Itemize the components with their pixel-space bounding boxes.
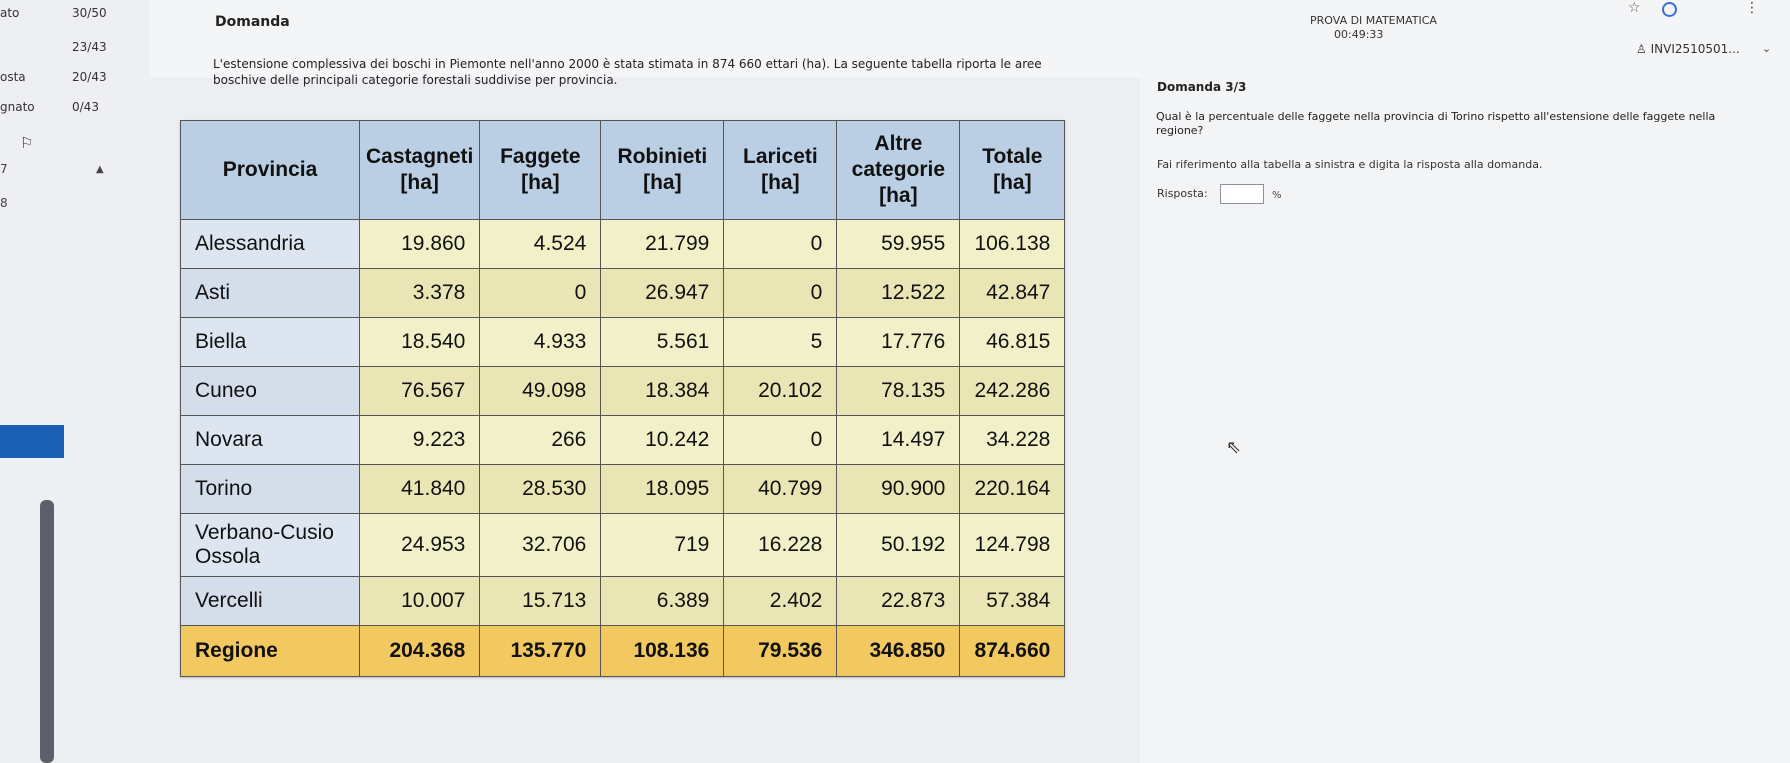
table-cell: 16.228 bbox=[724, 514, 837, 577]
user-menu[interactable] bbox=[1636, 42, 1740, 56]
province-name: Verbano-Cusio Ossola bbox=[181, 514, 360, 577]
table-cell: 46.815 bbox=[960, 318, 1065, 367]
table-cell: 49.098 bbox=[480, 367, 601, 416]
nav-row[interactable] bbox=[0, 100, 150, 122]
forest-area-table bbox=[180, 120, 1065, 677]
total-cell: 135.770 bbox=[480, 626, 601, 677]
table-cell: 5.561 bbox=[601, 318, 724, 367]
nav-row-count: 30/50 bbox=[72, 6, 107, 20]
province-name: Vercelli bbox=[181, 577, 360, 626]
star-icon[interactable]: ☆ bbox=[1628, 0, 1641, 16]
question-number: Domanda 3/3 bbox=[1157, 80, 1247, 94]
table-row bbox=[181, 416, 1065, 465]
table-row bbox=[181, 514, 1065, 577]
nav-number[interactable]: 8 bbox=[0, 196, 8, 210]
profile-icon[interactable] bbox=[1662, 2, 1677, 17]
table-cell: 19.860 bbox=[360, 220, 480, 269]
answer-label: Risposta: bbox=[1157, 187, 1208, 200]
total-cell: 108.136 bbox=[601, 626, 724, 677]
table-cell: 220.164 bbox=[960, 465, 1065, 514]
table-cell: 0 bbox=[480, 269, 601, 318]
province-name: Asti bbox=[181, 269, 360, 318]
user-id: INVI2510501... bbox=[1650, 42, 1740, 56]
province-name: Biella bbox=[181, 318, 360, 367]
table-cell: 21.799 bbox=[601, 220, 724, 269]
table-cell: 32.706 bbox=[480, 514, 601, 577]
table-header: Lariceti [ha] bbox=[724, 121, 837, 220]
table-cell: 42.847 bbox=[960, 269, 1065, 318]
nav-row-count: 20/43 bbox=[72, 70, 107, 84]
table-cell: 40.799 bbox=[724, 465, 837, 514]
answer-input[interactable] bbox=[1220, 184, 1264, 204]
province-name: Torino bbox=[181, 465, 360, 514]
total-label: Regione bbox=[181, 626, 360, 677]
total-cell: 79.536 bbox=[724, 626, 837, 677]
table-cell: 4.933 bbox=[480, 318, 601, 367]
total-cell: 874.660 bbox=[960, 626, 1065, 677]
nav-row-label: ato bbox=[0, 6, 20, 20]
table-cell: 41.840 bbox=[360, 465, 480, 514]
table-row bbox=[181, 318, 1065, 367]
more-menu-icon[interactable]: ⋮ bbox=[1745, 0, 1759, 16]
table-cell: 18.384 bbox=[601, 367, 724, 416]
answer-unit: % bbox=[1272, 190, 1282, 201]
table-cell: 15.713 bbox=[480, 577, 601, 626]
table-cell: 76.567 bbox=[360, 367, 480, 416]
exam-title: PROVA DI MATEMATICA bbox=[1310, 14, 1437, 27]
timer: 00:49:33 bbox=[1334, 28, 1384, 41]
table-cell: 10.007 bbox=[360, 577, 480, 626]
scrollbar[interactable] bbox=[40, 500, 54, 763]
answer-pane bbox=[1140, 72, 1790, 763]
page-title: Domanda bbox=[215, 14, 290, 30]
table-cell: 9.223 bbox=[360, 416, 480, 465]
table-cell: 17.776 bbox=[837, 318, 960, 367]
table-cell: 14.497 bbox=[837, 416, 960, 465]
table-cell: 124.798 bbox=[960, 514, 1065, 577]
question-hint: Fai riferimento alla tabella a sinistra e digita la risposta alla domanda. bbox=[1157, 158, 1543, 171]
table-cell: 0 bbox=[724, 269, 837, 318]
table-header: Totale [ha] bbox=[960, 121, 1065, 220]
user-icon: ♙ bbox=[1636, 42, 1647, 56]
table-row bbox=[181, 465, 1065, 514]
table-cell: 28.530 bbox=[480, 465, 601, 514]
table-cell: 266 bbox=[480, 416, 601, 465]
table-cell: 719 bbox=[601, 514, 724, 577]
table-header: Altre categorie [ha] bbox=[837, 121, 960, 220]
table-cell: 6.389 bbox=[601, 577, 724, 626]
table-cell: 0 bbox=[724, 416, 837, 465]
province-name: Alessandria bbox=[181, 220, 360, 269]
active-nav-item[interactable] bbox=[0, 425, 64, 458]
table-header: Robinieti [ha] bbox=[601, 121, 724, 220]
table-cell: 4.524 bbox=[480, 220, 601, 269]
table-cell: 78.135 bbox=[837, 367, 960, 416]
table-cell: 5 bbox=[724, 318, 837, 367]
table-cell: 2.402 bbox=[724, 577, 837, 626]
province-name: Cuneo bbox=[181, 367, 360, 416]
nav-row[interactable] bbox=[0, 70, 150, 92]
table-cell: 57.384 bbox=[960, 577, 1065, 626]
mouse-pointer-icon: ⇖ bbox=[1226, 437, 1242, 458]
table-header: Provincia bbox=[181, 121, 360, 220]
table-row bbox=[181, 367, 1065, 416]
question-text: Qual è la percentuale delle faggete nella provincia di Torino rispetto all'estensione delle faggete nella regione? bbox=[1156, 110, 1716, 137]
table-cell: 24.953 bbox=[360, 514, 480, 577]
nav-row-count: 23/43 bbox=[72, 40, 107, 54]
table-row bbox=[181, 269, 1065, 318]
question-intro: L'estensione complessiva dei boschi in Piemonte nell'anno 2000 è stata stimata in 874 660 ettari (ha). La seguente tabella riporta le aree boschive delle principali categorie forestali suddivise per provincia. bbox=[213, 57, 1042, 87]
total-cell: 204.368 bbox=[360, 626, 480, 677]
table-cell: 18.095 bbox=[601, 465, 724, 514]
province-name: Novara bbox=[181, 416, 360, 465]
question-navigator bbox=[0, 0, 150, 763]
table-cell: 3.378 bbox=[360, 269, 480, 318]
table-cell: 10.242 bbox=[601, 416, 724, 465]
table-row bbox=[181, 577, 1065, 626]
table-row bbox=[181, 220, 1065, 269]
total-row bbox=[181, 626, 1065, 677]
table-cell: 59.955 bbox=[837, 220, 960, 269]
table-cell: 0 bbox=[724, 220, 837, 269]
total-cell: 346.850 bbox=[837, 626, 960, 677]
nav-number[interactable]: 7 bbox=[0, 162, 8, 176]
nav-row-count: 0/43 bbox=[72, 100, 99, 114]
table-header: Faggete [ha] bbox=[480, 121, 601, 220]
table-cell: 12.522 bbox=[837, 269, 960, 318]
table-cell: 90.900 bbox=[837, 465, 960, 514]
nav-row-label: osta bbox=[0, 70, 26, 84]
nav-row-label: gnato bbox=[0, 100, 35, 114]
nav-row[interactable] bbox=[0, 40, 150, 62]
table-cell: 18.540 bbox=[360, 318, 480, 367]
table-cell: 50.192 bbox=[837, 514, 960, 577]
table-cell: 242.286 bbox=[960, 367, 1065, 416]
table-cell: 34.228 bbox=[960, 416, 1065, 465]
table-cell: 106.138 bbox=[960, 220, 1065, 269]
table-cell: 20.102 bbox=[724, 367, 837, 416]
flag-icon[interactable]: ⚐ bbox=[20, 134, 34, 152]
chevron-up-icon[interactable]: ▲ bbox=[96, 164, 104, 175]
chevron-down-icon[interactable]: ⌄ bbox=[1762, 42, 1772, 55]
table-cell: 22.873 bbox=[837, 577, 960, 626]
table-header: Castagneti [ha] bbox=[360, 121, 480, 220]
nav-row[interactable] bbox=[0, 6, 150, 28]
table-cell: 26.947 bbox=[601, 269, 724, 318]
